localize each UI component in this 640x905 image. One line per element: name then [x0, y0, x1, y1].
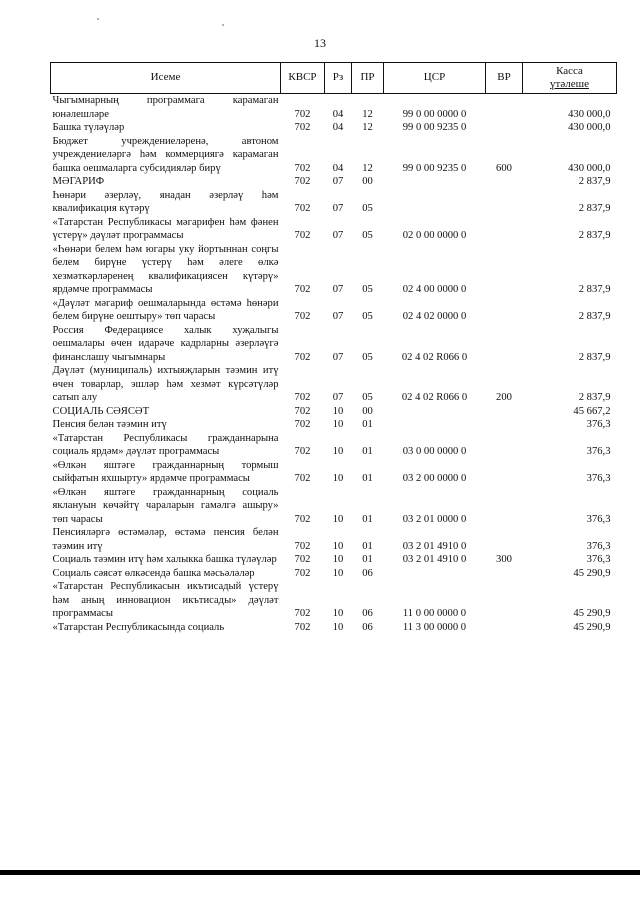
- row-vr: 200: [496, 392, 512, 403]
- row-vr: [486, 175, 523, 189]
- header-amount: [523, 63, 617, 94]
- row-amount: 376,3: [586, 446, 611, 457]
- table-body: [51, 94, 617, 635]
- row-vr: [486, 621, 523, 635]
- header-amount-line1: Касса: [556, 64, 583, 77]
- row-name: Һөнәри әзерләү, янадан әзерләү һәм квалификация күтәрү: [52, 189, 279, 214]
- row-csr: 99 0 00 0000 0: [402, 108, 467, 120]
- row-amount: 45 667,2: [573, 405, 611, 417]
- row-vr: [486, 324, 523, 365]
- row-pr: 12: [362, 122, 373, 133]
- row-name: Социаль тәэмин итү һәм халыкка башка түләүләр: [52, 554, 277, 565]
- row-rz: 10: [332, 554, 344, 565]
- row-amount: 45 290,9: [573, 621, 611, 633]
- row-vr: [486, 297, 523, 324]
- row-vr: [486, 526, 523, 553]
- row-pr: 05: [362, 203, 373, 214]
- row-name: «Татарстан Республикасында социаль: [52, 621, 225, 633]
- row-kvsr: 702: [294, 176, 311, 187]
- row-rz: 10: [332, 567, 344, 579]
- row-vr: 600: [496, 162, 512, 174]
- scan-speck: [222, 24, 224, 26]
- row-amount: 430 000,0: [568, 108, 611, 120]
- row-rz: 07: [332, 284, 344, 295]
- row-pr: 01: [362, 419, 373, 430]
- row-kvsr: 702: [294, 230, 311, 241]
- table-row: [51, 175, 617, 189]
- row-rz: 10: [332, 608, 344, 619]
- row-kvsr: 702: [294, 392, 311, 403]
- row-kvsr: 702: [294, 203, 311, 214]
- table-row: [51, 567, 617, 581]
- row-name: «Һөнәри белем һәм югары уку йортыннан соңгы белем бирүне үстерү һәм әлеге өлкә хезмәткәрләренең квалификациясен күтәрү» ярдәмче программасы: [52, 243, 279, 295]
- row-csr: 03 2 00 0000 0: [402, 473, 467, 484]
- row-name: Чыгымнарның программага карамаган юнәлешләре: [52, 95, 279, 120]
- row-amount: 2 837,9: [578, 351, 611, 363]
- row-amount: 2 837,9: [578, 230, 611, 241]
- row-rz: 10: [332, 540, 344, 552]
- row-name: «Татарстан Республикасын икътисадый үстерү һәм аның инновацион икътисады» дәүләт программасы: [52, 581, 279, 619]
- scan-bottom-edge: [0, 870, 640, 875]
- row-pr: 05: [362, 230, 373, 241]
- table-row: [51, 405, 617, 419]
- row-csr: 11 3 00 0000 0: [402, 621, 467, 633]
- header-kvsr: КВСР: [281, 63, 325, 94]
- row-csr: 02 4 02 R066 0: [401, 392, 468, 403]
- table-row: [51, 459, 617, 486]
- row-vr: [486, 94, 523, 122]
- scan-speck: [97, 18, 99, 20]
- row-amount: 45 290,9: [573, 608, 611, 619]
- row-pr: 01: [362, 513, 373, 525]
- table-row: [51, 189, 617, 216]
- row-vr: [486, 418, 523, 432]
- row-amount: 376,3: [586, 540, 611, 552]
- row-csr: 02 0 00 0000 0: [402, 230, 467, 241]
- table-row: [51, 324, 617, 365]
- row-rz: 07: [332, 230, 344, 241]
- row-csr: [384, 418, 486, 432]
- row-pr: 01: [362, 473, 373, 484]
- row-name: СОЦИАЛЬ СӘЯСӘТ: [52, 405, 150, 417]
- row-kvsr: 702: [294, 284, 311, 295]
- row-pr: 01: [362, 540, 373, 552]
- row-kvsr: 702: [294, 446, 311, 457]
- row-amount: 2 837,9: [578, 392, 611, 403]
- row-vr: [486, 459, 523, 486]
- row-name: «Өлкән яштәге гражданнарның социаль яклануын көчәйтү чараларын гамәлгә ашыру» төп чарасы: [52, 486, 279, 525]
- row-pr: 05: [362, 351, 373, 363]
- table-row: [51, 553, 617, 567]
- row-rz: 07: [332, 351, 344, 363]
- row-csr: [384, 405, 486, 419]
- row-kvsr: 702: [294, 554, 311, 565]
- row-name: МӘГАРИФ: [52, 176, 105, 187]
- row-name: «Өлкән яштәге гражданнарның тормыш сыйфатын яхшырту» ярдәмче программасы: [52, 459, 279, 484]
- table-row: [51, 297, 617, 324]
- header-vr: ВР: [486, 63, 523, 94]
- row-amount: 2 837,9: [578, 284, 611, 295]
- row-pr: 05: [362, 392, 373, 403]
- row-csr: [384, 567, 486, 581]
- row-name: «Дәүләт мәгариф оешмаларында өстәмә һөнәри белем бирүне оештыру» төп чарасы: [52, 297, 279, 322]
- row-kvsr: 702: [294, 473, 311, 484]
- header-name: Исеме: [51, 63, 281, 94]
- table-row: [51, 418, 617, 432]
- row-pr: 00: [362, 176, 373, 187]
- header-amount-line2: үтәлеше: [550, 78, 589, 90]
- row-amount: 430 000,0: [568, 122, 611, 133]
- row-amount: 45 290,9: [573, 567, 611, 579]
- table-row: [51, 216, 617, 243]
- row-csr: 02 4 02 R066 0: [401, 351, 468, 363]
- row-name: Социаль сәясәт өлкәсендә башка мәсьәләләр: [52, 567, 255, 579]
- row-kvsr: 702: [294, 567, 311, 579]
- row-amount: 376,3: [586, 554, 611, 565]
- table-row: [51, 526, 617, 553]
- row-csr: 02 4 00 0000 0: [402, 284, 467, 295]
- row-kvsr: 702: [294, 621, 311, 633]
- row-rz: 04: [332, 108, 344, 120]
- row-csr: 11 0 00 0000 0: [402, 608, 467, 619]
- row-csr: 03 0 00 0000 0: [402, 446, 467, 457]
- row-pr: 06: [362, 608, 373, 619]
- header-rz: Рз: [325, 63, 352, 94]
- row-name: Бюджет учреждениеләренә, автоном учреждениеләргә һәм коммерциягә карамаган башка оешмаларга субсидияләр бирү: [52, 135, 279, 174]
- row-amount: 2 837,9: [578, 203, 611, 214]
- row-amount: 2 837,9: [578, 176, 611, 187]
- row-rz: 10: [332, 419, 344, 430]
- row-rz: 04: [332, 122, 344, 133]
- table-row: [51, 94, 617, 122]
- row-pr: 06: [362, 567, 373, 579]
- row-csr: [384, 189, 486, 216]
- budget-table: [50, 62, 617, 634]
- row-amount: 2 837,9: [578, 311, 611, 322]
- row-vr: [486, 405, 523, 419]
- row-rz: 10: [332, 405, 344, 417]
- row-pr: 01: [362, 446, 373, 457]
- row-name: «Татарстан Республикасы мәгарифен һәм фәнен үстерү» дәүләт программасы: [52, 216, 279, 241]
- row-rz: 10: [332, 473, 344, 484]
- table-row: [51, 621, 617, 635]
- table-header: [51, 63, 617, 94]
- row-vr: [486, 121, 523, 135]
- row-vr: [486, 243, 523, 297]
- row-pr: 01: [362, 554, 373, 565]
- row-vr: [486, 432, 523, 459]
- row-kvsr: 702: [294, 513, 311, 525]
- row-name: Россия Федерациясе халык хуҗалыгы оешмалары өчен идарәче кадрларны әзерләүгә финанслашу чыгымнары: [52, 324, 279, 363]
- table-row: [51, 580, 617, 621]
- row-rz: 07: [332, 392, 344, 403]
- row-csr: 03 2 01 4910 0: [402, 554, 467, 565]
- row-pr: 00: [362, 405, 373, 417]
- row-rz: 07: [332, 311, 344, 322]
- row-pr: 05: [362, 311, 373, 322]
- row-rz: 10: [332, 446, 344, 457]
- table-row: [51, 364, 617, 405]
- row-pr: 05: [362, 284, 373, 295]
- row-pr: 12: [362, 108, 373, 120]
- row-name: Башка түләүләр: [52, 122, 125, 133]
- row-kvsr: 702: [294, 608, 311, 619]
- row-name: Дәүләт (муниципаль) ихтыяҗларын тәэмин итү өчен товарлар, эшләр һәм хезмәт күрсәтүләр сатып алу: [52, 365, 279, 403]
- row-csr: 99 0 00 9235 0: [402, 162, 467, 174]
- row-csr: [384, 175, 486, 189]
- row-vr: 300: [496, 554, 512, 565]
- table-row: [51, 135, 617, 176]
- row-csr: 03 2 01 0000 0: [402, 513, 467, 525]
- row-kvsr: 702: [294, 108, 311, 120]
- row-amount: 376,3: [586, 473, 611, 484]
- row-vr: [486, 216, 523, 243]
- table-row: [51, 432, 617, 459]
- table-row: [51, 486, 617, 527]
- row-amount: 376,3: [586, 513, 611, 525]
- row-kvsr: 702: [294, 540, 311, 552]
- row-kvsr: 702: [294, 311, 311, 322]
- row-name: Пенсияләргә өстәмәләр, өстәмә пенсия белән тәэмин итү: [52, 527, 279, 552]
- row-name: «Татарстан Республикасы гражданнарына социаль ярдәм» дәүләт программасы: [52, 432, 279, 457]
- row-rz: 07: [332, 176, 344, 187]
- row-kvsr: 702: [294, 122, 311, 133]
- table-row: [51, 243, 617, 297]
- row-rz: 04: [332, 162, 344, 174]
- row-rz: 07: [332, 203, 344, 214]
- row-amount: 430 000,0: [568, 162, 611, 174]
- table-row: [51, 121, 617, 135]
- row-kvsr: 702: [294, 405, 311, 417]
- page-number: 13: [314, 36, 326, 50]
- row-pr: 12: [362, 162, 373, 174]
- row-vr: [486, 580, 523, 621]
- row-kvsr: 702: [294, 162, 311, 174]
- row-kvsr: 702: [294, 351, 311, 363]
- row-amount: 376,3: [586, 419, 611, 430]
- row-kvsr: 702: [294, 419, 311, 430]
- row-pr: 06: [362, 621, 373, 633]
- row-vr: [486, 567, 523, 581]
- row-name: Пенсия белән тәэмин итү: [52, 419, 167, 430]
- row-rz: 10: [332, 513, 344, 525]
- row-vr: [486, 189, 523, 216]
- row-csr: 02 4 02 0000 0: [402, 311, 467, 322]
- header-pr: ПР: [352, 63, 384, 94]
- header-csr: ЦСР: [384, 63, 486, 94]
- row-vr: [486, 486, 523, 527]
- row-csr: 03 2 01 4910 0: [402, 540, 467, 552]
- row-rz: 10: [332, 621, 344, 633]
- row-csr: 99 0 00 9235 0: [402, 122, 467, 133]
